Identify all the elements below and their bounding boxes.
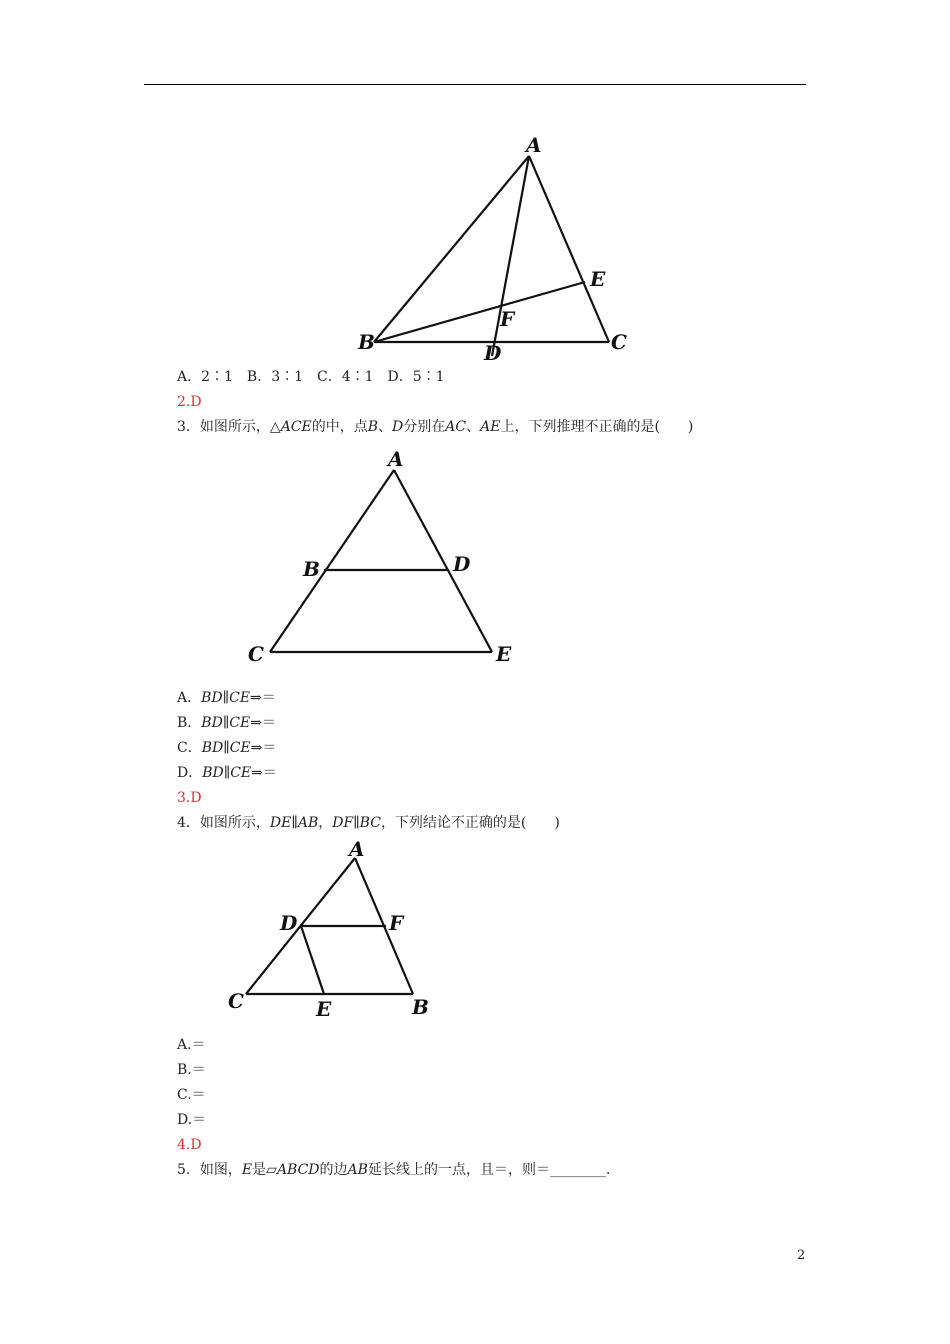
q4-label-b: B — [412, 995, 429, 1019]
q4-label-c: C — [228, 989, 244, 1013]
q5-suffix: 延长线上的一点，且＝，则＝________． — [367, 1162, 620, 1178]
q3-option-seg2: CE — [229, 690, 251, 706]
q3-option-letter: A． — [177, 690, 202, 706]
q3-option-a — [177, 689, 276, 707]
q4-par1: ∥ — [291, 815, 298, 831]
q2-label-e: E — [590, 267, 606, 291]
q2-figure — [352, 134, 634, 360]
q4-figure — [226, 838, 436, 1024]
q3-option-rest: ⇒＝ — [250, 740, 277, 756]
q3-stem-seg1: AC — [445, 419, 467, 435]
q5-mid1: 是▱ — [252, 1162, 277, 1178]
q5-mid2: 的边 — [319, 1162, 348, 1178]
q3-option-par: ∥ — [222, 715, 230, 731]
q5-seg: AB — [347, 1162, 368, 1178]
page-number: 2 — [797, 1248, 806, 1263]
q2-label-f: F — [500, 307, 515, 331]
q3-figure — [242, 446, 522, 672]
q4-seg3: DF — [332, 815, 354, 831]
q3-stem-pt1: B — [367, 419, 379, 435]
q3-option-c — [177, 739, 276, 757]
q3-option-letter: B． — [177, 715, 202, 731]
q2-label-a: A — [526, 134, 542, 157]
q4-label-a: A — [349, 838, 365, 861]
q2-label-b: B — [358, 330, 375, 354]
q2-options: A．2∶1 B．3∶1 C．4∶1 D．5∶1 — [177, 369, 445, 385]
q3-option-par: ∥ — [223, 765, 231, 781]
q3-option-letter: C． — [177, 740, 202, 756]
q3-stem-sep2: 、 — [466, 419, 481, 435]
q4-par2: ∥ — [353, 815, 360, 831]
q4-option-a: A.＝ — [177, 1037, 206, 1053]
q4-answer: 4.D — [177, 1137, 202, 1153]
q3-label-d: D — [453, 552, 471, 576]
q5-quad: ABCD — [276, 1162, 320, 1178]
q3-option-rest: ⇒＝ — [251, 765, 277, 781]
q3-option-seg1: BD — [202, 765, 224, 781]
q3-option-seg1: BD — [201, 740, 224, 756]
q3-option-seg1: BD — [201, 715, 223, 731]
q4-label-f: F — [389, 911, 404, 935]
q3-stem-pt2: D — [392, 419, 404, 435]
q3-number: 3． — [177, 419, 200, 435]
q3-option-par: ∥ — [222, 690, 230, 706]
q2-label-c: C — [611, 330, 627, 354]
q3-stem-sep1: 、 — [378, 419, 393, 435]
q3-option-rest: ⇒＝ — [250, 715, 276, 731]
q4-option-c: C.＝ — [177, 1087, 206, 1103]
q4-option-d: D.＝ — [177, 1112, 207, 1128]
q3-option-seg2: CE — [229, 715, 251, 731]
q3-option-seg1: BD — [201, 690, 223, 706]
q3-stem-suffix: 上，下列推理不正确的是( ) — [500, 419, 694, 435]
q3-option-seg2: CE — [229, 740, 251, 756]
header-rule — [144, 84, 806, 85]
q4-label-e: E — [316, 997, 332, 1021]
q4-seg2: AB — [297, 815, 319, 831]
q3-stem — [177, 418, 693, 436]
q2-label-d: D — [484, 341, 502, 360]
q3-stem-tri: ACE — [280, 419, 312, 435]
q4-seg4: BC — [359, 815, 381, 831]
q3-label-c: C — [248, 642, 264, 666]
q3-option-d — [177, 764, 277, 782]
q4-number: 4． — [177, 815, 200, 831]
q4-seg1: DE — [269, 815, 292, 831]
q3-option-letter: D． — [177, 765, 203, 781]
q3-option-b — [177, 714, 276, 732]
q4-sep: ， — [318, 815, 333, 831]
q3-label-a: A — [388, 447, 404, 471]
q2-answer: 2.D — [177, 394, 202, 410]
q3-label-e: E — [496, 642, 512, 666]
q3-stem-mid2: 分别在 — [403, 419, 446, 435]
q4-stem-suffix: ，下列结论不正确的是( ) — [380, 815, 560, 831]
q5-pt: E — [241, 1162, 253, 1178]
q5-number: 5． — [177, 1162, 200, 1178]
q4-stem — [177, 814, 560, 832]
q3-answer: 3.D — [177, 790, 202, 806]
q4-option-b: B.＝ — [177, 1062, 206, 1078]
q4-stem-prefix: 如图所示， — [199, 815, 270, 831]
q3-option-par: ∥ — [223, 740, 230, 756]
q3-stem-seg2: AE — [480, 419, 501, 435]
q4-label-d: D — [280, 911, 298, 935]
q3-stem-prefix: 如图所示，△ — [199, 419, 281, 435]
q5-prefix: 如图， — [199, 1162, 242, 1178]
q5-stem — [177, 1161, 620, 1179]
q3-stem-mid1: 的中，点 — [311, 419, 368, 435]
q3-option-seg2: CE — [230, 765, 252, 781]
q3-option-rest: ⇒＝ — [250, 690, 276, 706]
q3-label-b: B — [303, 557, 320, 581]
